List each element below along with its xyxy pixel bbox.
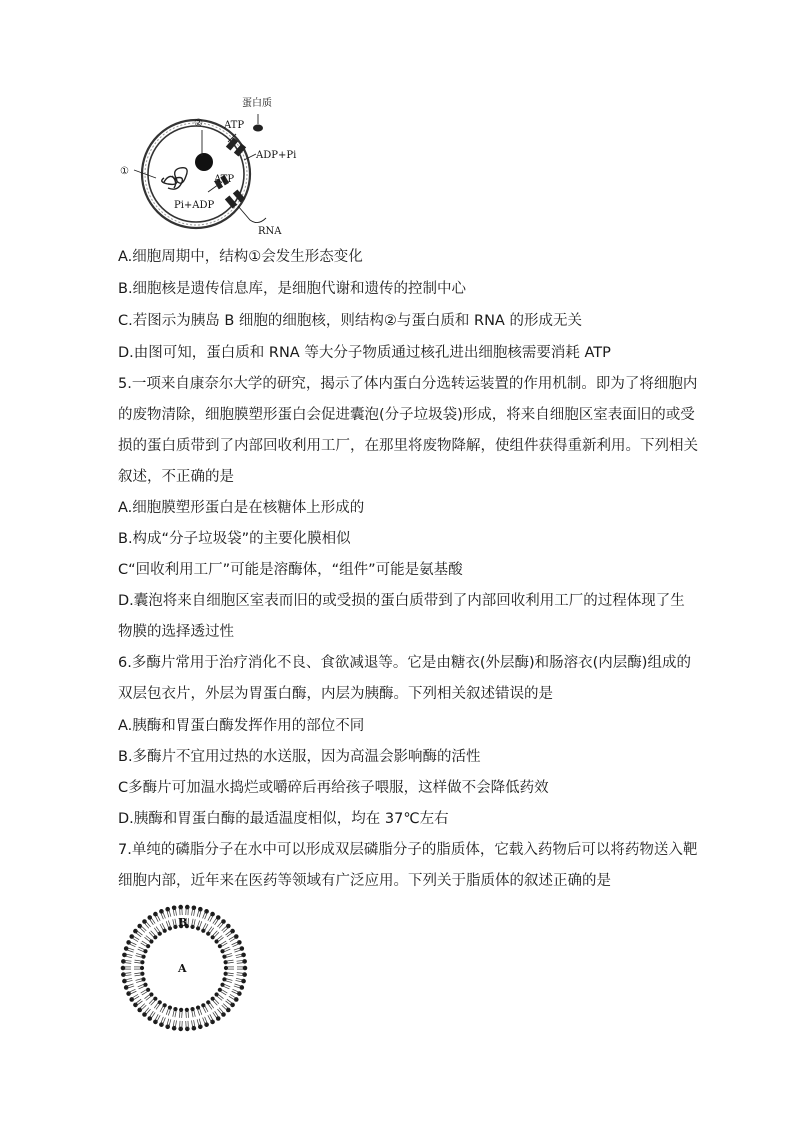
q7-stem-line-2: 细胞内部，近年来在医药等领域有广泛应用。下列关于脂质体的叙述正确的是 <box>118 873 611 889</box>
phospholipid-tail <box>136 953 144 955</box>
q6-option-b: B.多酶片不宜用过热的水送服，因为高温会影响酶的活性 <box>118 749 481 765</box>
phospholipid-tail <box>145 994 151 999</box>
phospholipid-tail <box>212 931 217 937</box>
q5-option-b: B.构成“分子垃圾袋”的主要化膜相似 <box>118 531 351 547</box>
phospholipid-head <box>178 1027 183 1032</box>
phospholipid-tail <box>146 936 152 941</box>
q4-option-a: A.细胞周期中，结构①会发生形态变化 <box>118 249 363 265</box>
q4-option-d: D.由图可知，蛋白质和 RNA 等大分子物质通过核孔进出细胞核需要消耗 ATP <box>118 345 611 361</box>
phospholipid-tail <box>156 1003 161 1010</box>
phospholipid-tail <box>227 932 233 937</box>
phospholipid-tail <box>166 1007 169 1015</box>
label-adp-pi: ADP+Pi <box>256 150 297 161</box>
phospholipid-tail <box>145 937 151 942</box>
q6-option-a: A.胰酶和胃蛋白酶发挥作用的部位不同 <box>118 718 365 734</box>
label-atp-mid: ATP <box>214 174 235 185</box>
phospholipid-tail <box>154 1002 159 1009</box>
phospholipid-tail <box>139 1004 145 1010</box>
label-atp-top: ATP <box>224 120 245 131</box>
phospholipid-tail <box>154 928 159 935</box>
phospholipid-tail <box>219 922 224 928</box>
phospholipid-tail <box>213 1012 217 1019</box>
phospholipid-tail <box>235 984 243 987</box>
q6-stem-line-2: 双层包衣片，外层为胃蛋白酶，内层为胰酶。下列相关叙述错误的是 <box>118 686 553 702</box>
phospholipid-tail <box>235 950 243 953</box>
phospholipid-tail <box>144 1008 149 1014</box>
q7-stem-line-1: 7.单纯的磷脂分子在水中可以形成双层磷脂分子的脂质体，它载入药物后可以将药物送入靶 <box>118 842 698 858</box>
phospholipid-tail <box>151 931 156 937</box>
phospholipid-tail <box>151 999 156 1005</box>
phospholipid-tail <box>217 994 223 999</box>
phospholipid-tail <box>145 921 150 927</box>
phospholipid-tail <box>222 1005 228 1011</box>
phospholipid-tail <box>213 917 217 924</box>
phospholipid-tail <box>207 927 212 934</box>
label-structure-1: ① <box>120 166 129 177</box>
label-pi-adp: Pi+ADP <box>174 200 215 211</box>
phospholipid-tail <box>135 999 141 1004</box>
phospholipid-tail <box>136 980 144 982</box>
label-structure-2: ② <box>194 118 203 129</box>
phospholipid-tail <box>194 919 196 927</box>
phospholipid-head <box>243 966 248 971</box>
phospholipid-head <box>185 905 190 910</box>
phospholipid-tail <box>227 999 233 1004</box>
phospholipid-tail <box>173 1009 175 1017</box>
q4-option-b: B.细胞核是遗传信息库，是细胞代谢和遗传的控制中心 <box>118 281 467 297</box>
q5-stem-line-4: 叙述，不正确的是 <box>118 469 234 485</box>
phospholipid-tail <box>199 1007 202 1015</box>
label-protein: 蛋白质 <box>242 98 272 109</box>
phospholipid-head <box>121 966 126 971</box>
phospholipid-tail <box>140 1005 146 1011</box>
q6-stem-line-1: 6.多酶片常用于治疗消化不良、食欲减退等。它是由糖衣(外层酶)和肠溶衣(内层酶)组成的 <box>118 655 691 671</box>
q6-option-c: C多酶片可加温水捣烂或嚼碎后再给孩子喂服，这样做不会降低药效 <box>118 780 549 796</box>
q5-option-c: C“回收利用工厂”可能是溶酶体，“组件”可能是氨基酸 <box>118 562 463 578</box>
q5-option-d-line-1: D.囊泡将来自细胞区室表而旧的或受损的蛋白质带到了内部回收利用工厂的过程体现了生 <box>118 593 685 609</box>
q4-option-c: C.若图示为胰岛 B 细胞的细胞核，则结构②与蛋白质和 RNA 的形成无关 <box>118 313 582 329</box>
phospholipid-tail <box>217 1009 222 1015</box>
label-a: A <box>178 962 187 975</box>
q5-stem-line-2: 的废物清除，细胞膜塑形蛋白会促进囊泡(分子垃圾袋)形成，将来自细胞区室表面旧的或受 <box>118 407 695 423</box>
phospholipid-tail <box>222 925 228 931</box>
phospholipid-head <box>140 966 144 970</box>
phospholipid-tail <box>194 1009 196 1017</box>
phospholipid-tail <box>140 925 146 931</box>
phospholipid-tail <box>199 921 202 929</box>
phospholipid-tail <box>126 984 134 987</box>
phospholipid-tail <box>223 1004 229 1010</box>
q5-stem-line-1: 5.一项来自康奈尔大学的研究，揭示了体内蛋白分选转运装置的作用机制。即为了将细胞内 <box>118 376 698 392</box>
phospholipid-head <box>178 905 183 910</box>
phospholipid-tail <box>126 950 134 953</box>
phospholipid-tail <box>146 995 152 1000</box>
phospholipid-tail <box>149 932 154 938</box>
phospholipid-tail <box>139 927 145 933</box>
liposome-diagram <box>118 902 250 1034</box>
phospholipid-tail <box>224 953 232 955</box>
phospholipid-tail <box>213 998 218 1004</box>
phospholipid-tail <box>145 1009 150 1015</box>
q6-option-d: D.胰酶和胃蛋白酶的最适温度相似，均在 37℃左右 <box>118 811 449 827</box>
label-rna: RNA <box>258 226 282 236</box>
label-b: B <box>178 916 188 929</box>
phospholipid-tail <box>217 937 223 942</box>
phospholipid-tail <box>144 922 149 928</box>
phospholipid-tail <box>207 1003 212 1010</box>
phospholipid-tail <box>149 998 154 1004</box>
phospholipid-tail <box>151 1012 155 1019</box>
phospholipid-tail <box>151 917 155 924</box>
phospholipid-tail <box>216 995 222 1000</box>
phospholipid-head <box>185 1027 190 1032</box>
q5-stem-line-3: 损的蛋白质带到了内部回收利用工厂，在那里将废物降解，使组件获得重新利用。下列相关 <box>118 438 698 454</box>
phospholipid-tail <box>209 1002 214 1009</box>
phospholipid-tail <box>209 928 214 935</box>
q5-option-d-line-2: 物膜的选择透过性 <box>118 624 234 640</box>
phospholipid-tail <box>223 927 229 933</box>
phospholipid-tail <box>156 927 161 934</box>
phospholipid-head <box>224 966 228 970</box>
phospholipid-tail <box>173 919 175 927</box>
phospholipid-tail <box>219 1008 224 1014</box>
phospholipid-tail <box>217 921 222 927</box>
q5-option-a: A.细胞膜塑形蛋白是在核糖体上形成的 <box>118 500 365 516</box>
phospholipid-tail <box>135 932 141 937</box>
phospholipid-tail <box>213 932 218 938</box>
phospholipid-tail <box>166 921 169 929</box>
phospholipid-tail <box>224 980 232 982</box>
nucleus-diagram <box>116 96 316 236</box>
phospholipid-tail <box>216 936 222 941</box>
phospholipid-tail <box>212 999 217 1005</box>
